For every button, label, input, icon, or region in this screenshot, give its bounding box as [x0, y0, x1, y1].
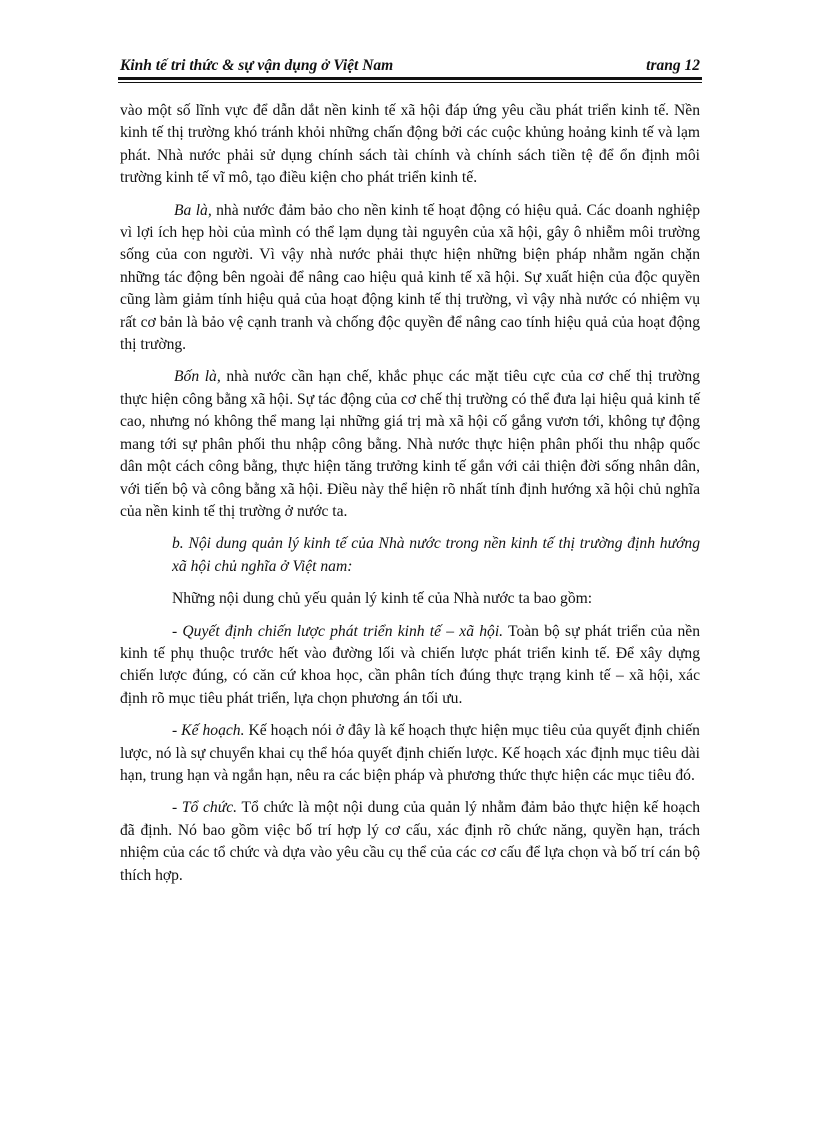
list-item-text: Toàn bộ sự phát triển của nền kinh tế phụ thuộc trước hết vào đường lối và chiến lược phát triển kinh tế. Để xây dựng chiến lược đúng, có căn cứ khoa học, cần phân tích đúng thực trạng kinh tế – xã hội, xác định rõ mục tiêu phát triển, lựa chọn phương án tối ưu.	[120, 622, 701, 707]
paragraph-bon-la	[120, 366, 700, 523]
list-item-lead: - Tổ chức.	[172, 799, 238, 817]
list-item-text: Tổ chức là một nội dung của quản lý nhằm đảm bảo thực hiện kế hoạch đã định. Nó bao gồm việc bố trí hợp lý cơ cấu, xác định rõ chức năng, quyền hạn, trách nhiệm của các tổ chức và dựa vào yêu cầu cụ thể của các cơ cấu để lựa chọn và bố trí cán bộ thích hợp.	[120, 799, 700, 884]
paragraph-lead: Bốn là,	[174, 368, 221, 386]
paragraph-text: nhà nước cần hạn chế, khắc phục các mặt tiêu cực của cơ chế thị trường thực hiện công bằng xã hội. Sự tác động của cơ chế thị trường có thể đưa lại hiệu quả kinh tế cao, nhưng nó không thể mang lại những giá trị mà xã hội cố gắng vươn tới, không tự động mang tới sự phân phối thu nhập công bằng. Nhà nước thực hiện phân phối thu nhập quốc dân một cách công bằng, thực hiện tăng trưởng kinh tế gắn với cải thiện đời sống nhân dân, với tiến bộ và công bằng xã hội. Điều này thể hiện rõ nhất tính định hướng xã hội chủ nghĩa của nền kinh tế thị trường ở nước ta.	[120, 368, 700, 520]
section-heading-b: b. Nội dung quản lý kinh tế của Nhà nước trong nền kinh tế thị trường định hướng xã hội chủ nghĩa ở Việt nam:	[172, 535, 700, 575]
list-item-lead: - Kế hoạch.	[172, 722, 245, 740]
paragraph-continuation: vào một số lĩnh vực để dẫn dắt nền kinh tế xã hội đáp ứng yêu cầu phát triển kinh tế. Nền kinh tế thị trường khó tránh khỏi những chấn động bởi các cuộc khủng hoảng kinh tế và lạm phát. Nhà nước phải sử dụng chính sách tài chính và chính sách tiền tệ để ổn định môi trường kinh tế vĩ mô, tạo điều kiện cho phát triển kinh tế.	[120, 102, 700, 187]
header-rule-thin	[118, 82, 702, 83]
list-item-text: Kế hoạch nói ở đây là kế hoạch thực hiện mục tiêu của quyết định chiến lược, nó là sự chuyển khai cụ thể hóa quyết định chiến lược. Kế hoạch xác định mục tiêu dài hạn, trung hạn và ngắn hạn, nêu ra các biện pháp và phương thức thực hiện các mục tiêu đó.	[120, 722, 700, 784]
paragraph-intro: Những nội dung chủ yếu quản lý kinh tế của Nhà nước ta bao gồm:	[172, 590, 593, 608]
paragraph-ba-la	[120, 200, 700, 357]
paragraph-text: nhà nước đảm bảo cho nền kinh tế hoạt động có hiệu quả. Các doanh nghiệp vì lợi ích hẹp hòi của mình có thể lạm dụng tài nguyên của xã hội, gây ô nhiễm môi trường sống của con người. Vì vậy nhà nước phải thực hiện những biện pháp nhằm ngăn chặn những tác động bên ngoài để nâng cao hiệu quả kinh tế xã hội. Sự xuất hiện của độc quyền cũng làm giảm tính hiệu quả của hoạt động kinh tế thị trường, vì vậy nhà nước có nhiệm vụ rất cơ bản là bảo vệ cạnh tranh và chống độc quyền để nâng cao tính hiệu quả của hoạt động thị trường.	[120, 201, 701, 354]
list-item-lead: - Quyết định chiến lược phát triển kinh tế – xã hội.	[172, 622, 504, 640]
list-item-to-chuc	[120, 797, 700, 887]
list-item-chien-luoc	[120, 621, 700, 711]
page-number: trang 12	[646, 57, 700, 74]
paragraph-lead: Ba là,	[174, 201, 212, 219]
header-rule-thick	[118, 77, 702, 80]
page-header	[120, 55, 700, 77]
page-body	[120, 100, 700, 897]
list-item-ke-hoach	[120, 720, 700, 787]
document-title: Kinh tế tri thức & sự vận dụng ở Việt Nam	[120, 57, 394, 74]
